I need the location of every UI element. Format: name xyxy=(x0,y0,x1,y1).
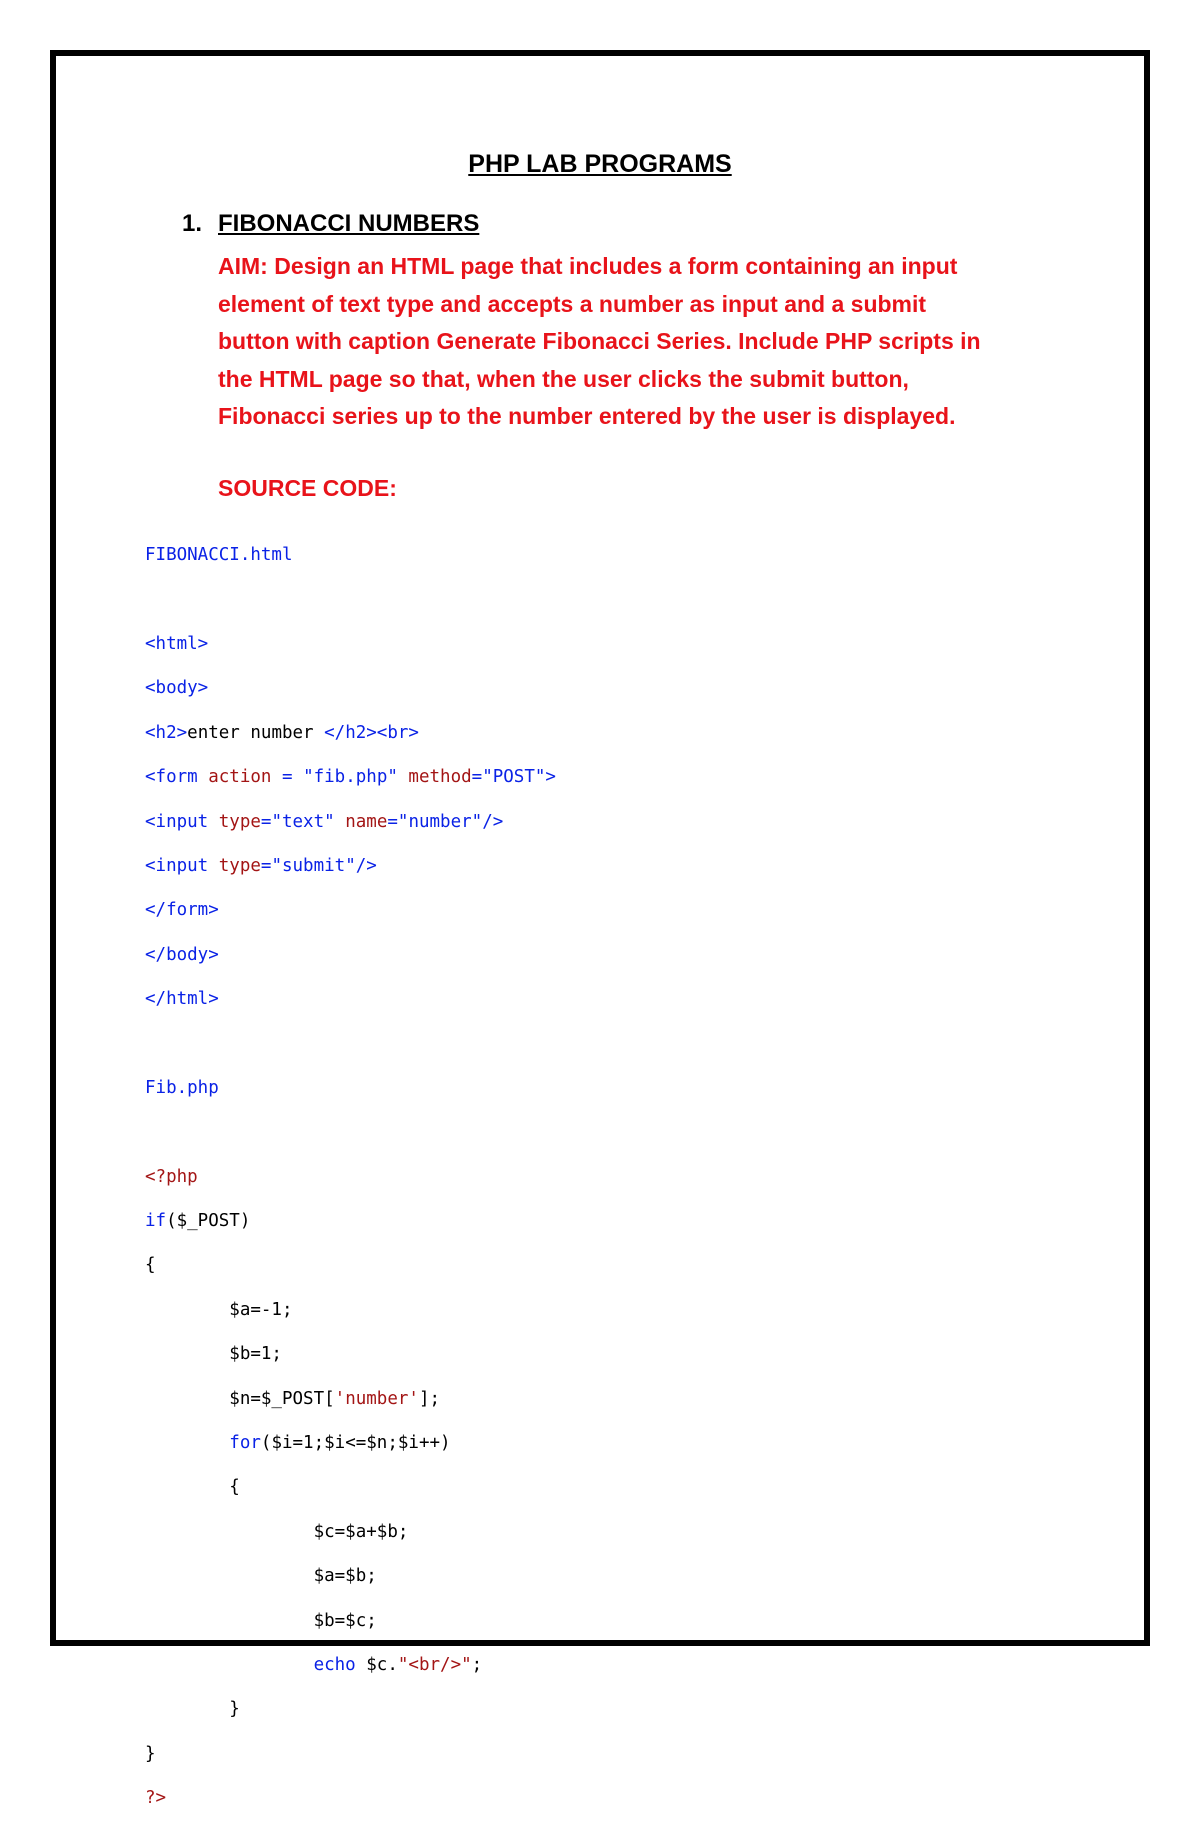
aim-line: Fibonacci series up to the number entered by the user is displayed. xyxy=(218,403,956,429)
code-line: if($_POST) xyxy=(145,1211,251,1232)
section-number: 1. xyxy=(182,210,203,237)
code-line: <?php xyxy=(145,1166,198,1187)
page-title xyxy=(0,150,1200,179)
aim-paragraph xyxy=(218,248,1078,436)
code-line: </html> xyxy=(145,989,219,1010)
code-line: ?> xyxy=(145,1788,167,1809)
code-line: </body> xyxy=(145,944,219,965)
code-line: $a=$b; xyxy=(145,1566,377,1587)
code-line: $b=$c; xyxy=(145,1610,377,1631)
page-title-text: PHP LAB PROGRAMS xyxy=(468,150,732,178)
code-line: $b=1; xyxy=(145,1344,282,1365)
blank-line xyxy=(145,589,556,611)
code-line: { xyxy=(145,1477,240,1498)
code-line: { xyxy=(145,1255,156,1276)
code-line: <input type="text" name="number"/> xyxy=(145,811,504,832)
section-title: FIBONACCI NUMBERS xyxy=(218,210,480,237)
aim-line: element of text type and accepts a number as input and a submit xyxy=(218,290,927,317)
aim-line: button with caption Generate Fibonacci Series. Include PHP scripts in xyxy=(218,328,981,354)
code-line: <h2>enter number </h2><br> xyxy=(145,722,419,743)
code-line: <body> xyxy=(145,678,209,699)
blank-line xyxy=(145,1033,556,1055)
code-line: <html> xyxy=(145,633,209,654)
code-line: <input type="submit"/> xyxy=(145,855,377,876)
aim-line: AIM: Design an HTML page that includes a form containing an input xyxy=(218,253,958,279)
code-line: echo $c."<br/>"; xyxy=(313,1654,483,1675)
source-code-label: SOURCE CODE: xyxy=(218,475,397,501)
file-name-html: FIBONACCI.html xyxy=(145,545,293,566)
code-line: </form> xyxy=(145,900,219,921)
code-line: $c=$a+$b; xyxy=(145,1521,409,1542)
code-line: for($i=1;$i<=$n;$i++) xyxy=(229,1433,451,1454)
aim-line: the HTML page so that, when the user clicks the submit button, xyxy=(218,365,909,392)
code-line: <form action = "fib.php" method="POST"> xyxy=(145,767,556,788)
code-line: } xyxy=(145,1699,240,1720)
file-name-php: Fib.php xyxy=(145,1077,219,1098)
blank-line xyxy=(145,1121,556,1143)
code-line: $a=-1; xyxy=(145,1299,293,1320)
section-heading xyxy=(182,210,479,238)
code-line: } xyxy=(145,1743,156,1764)
code-listing xyxy=(145,522,556,1832)
code-line: $n=$_POST['number']; xyxy=(145,1388,441,1409)
